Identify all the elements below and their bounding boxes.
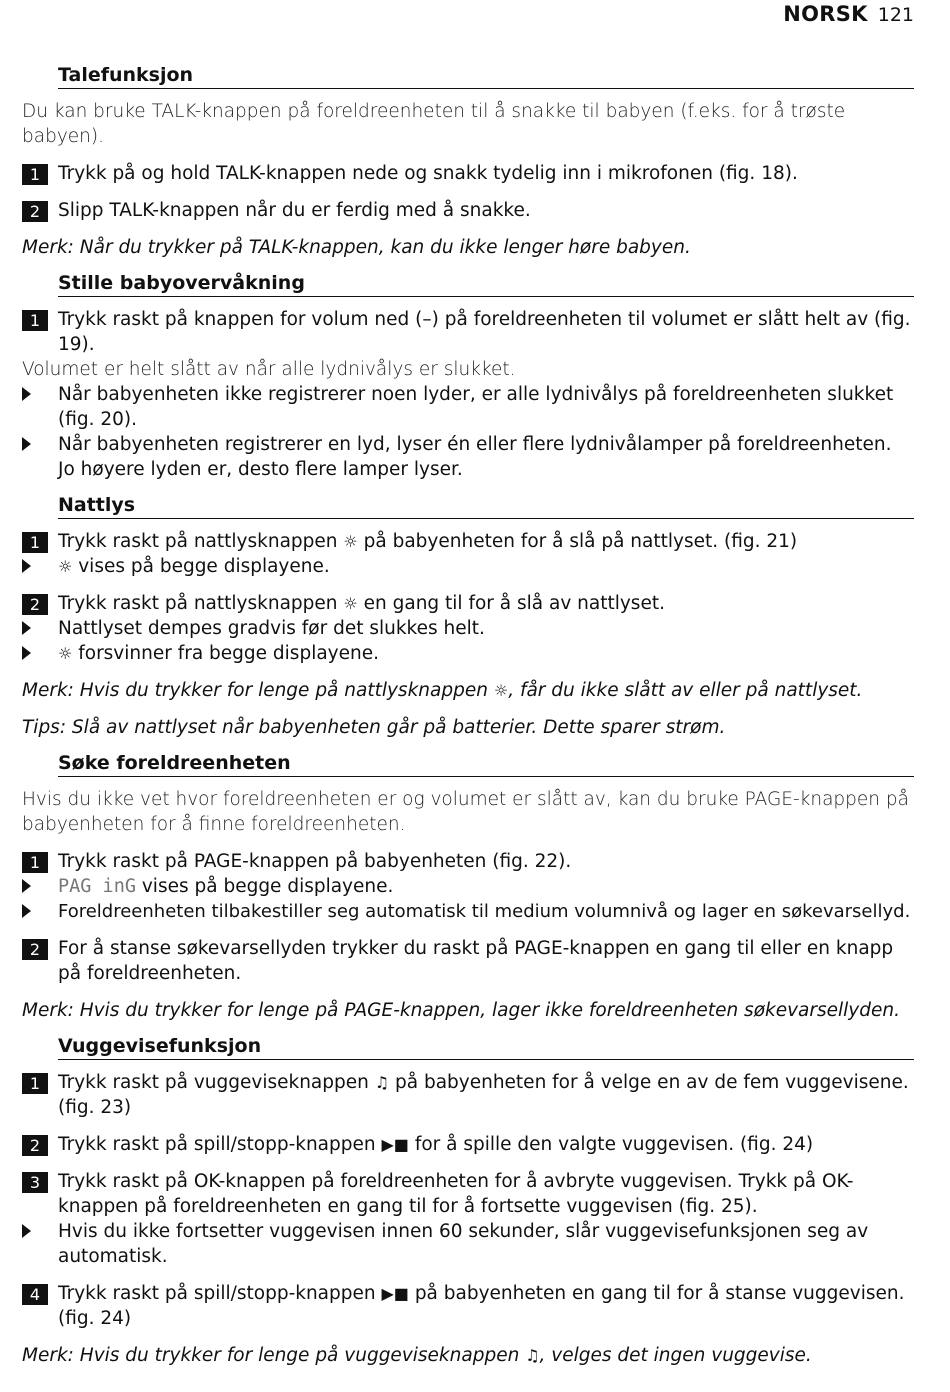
play-stop-icon: ▶■ [381, 1135, 409, 1154]
step-number: 2 [22, 1135, 48, 1156]
step-text: Trykk raskt på nattlysknappen [58, 593, 338, 614]
section-title-nightlight: Nattlys [58, 494, 914, 519]
nightlight-bullet-3 [22, 641, 914, 666]
note-text: Merk: Hvis du trykker for lenge på vuggeviseknappen [22, 1345, 520, 1366]
sun-icon: ☼ [58, 644, 73, 663]
silent-bullet-2 [22, 432, 914, 482]
triangle-bullet-icon [22, 904, 31, 918]
silent-step-1 [22, 307, 914, 357]
triangle-bullet-icon [22, 387, 31, 401]
sun-icon: ☼ [343, 594, 358, 613]
silent-info: Volumet er helt slått av når alle lydnivålys er slukket. [22, 359, 516, 380]
nightlight-step-2 [22, 591, 914, 616]
step-text: på babyenheten for å slå på nattlyset. (fig. 21) [363, 531, 798, 552]
page-intro: Hvis du ikke vet hvor foreldreenheten er og volumet er slått av, kan du bruke PAGE-knappen på babyenheten for å finne foreldreenheten. [22, 789, 909, 835]
talk-step-1 [22, 161, 914, 186]
step-text: Trykk raskt på spill/stopp-knappen [58, 1134, 376, 1155]
talk-note: Merk: Når du trykker på TALK-knappen, kan du ikke lenger høre babyen. [22, 237, 691, 258]
talk-step-2 [22, 198, 914, 223]
step-number: 2 [22, 201, 48, 222]
triangle-bullet-icon [22, 879, 31, 893]
page-header [783, 2, 914, 28]
note-text: , får du ikke slått av eller på nattlyset. [508, 680, 863, 701]
nightlight-note [22, 678, 914, 703]
sun-icon: ☼ [493, 681, 509, 700]
step-text: For å stanse søkevarsellyden trykker du raskt på PAGE-knappen en gang til eller en knapp på foreldreenheten. [58, 938, 894, 984]
music-note-icon: ♫ [374, 1073, 390, 1092]
nightlight-bullet-1 [22, 554, 914, 579]
sun-icon: ☼ [343, 532, 358, 551]
manual-content [22, 64, 914, 1380]
step-text: Trykk raskt på spill/stopp-knappen [58, 1283, 376, 1304]
silent-bullet-1 [22, 382, 914, 432]
step-number: 1 [22, 310, 48, 331]
step-text: på babyenheten for å velge en av de fem vuggevisene. (fig. 23) [58, 1072, 909, 1118]
lullaby-bullet-1 [22, 1219, 914, 1269]
nightlight-bullet-2 [22, 616, 914, 641]
talk-intro: Du kan bruke TALK-knappen på foreldreenheten til å snakke til babyen (f.eks. for å trøste babyen). [22, 101, 846, 147]
bullet-text: Nattlyset dempes gradvis før det slukkes helt. [58, 618, 485, 639]
lullaby-step-4 [22, 1281, 914, 1331]
step-text: på babyenheten en gang til for å stanse vuggevisen. (fig. 24) [58, 1283, 905, 1329]
bullet-text: Når babyenheten registrerer en lyd, lyser én eller flere lydnivålamper på foreldreenheten. Jo høyere lyden er, desto flere lamper lyser. [58, 434, 892, 480]
lullaby-step-2 [22, 1132, 914, 1157]
triangle-bullet-icon [22, 1224, 31, 1238]
lcd-display-text: PAG inG [58, 876, 136, 897]
play-stop-icon: ▶■ [381, 1284, 409, 1303]
step-number: 3 [22, 1172, 48, 1193]
page-bullet-2 [22, 899, 914, 924]
triangle-bullet-icon [22, 621, 31, 635]
step-number: 1 [22, 852, 48, 873]
music-note-icon: ♫ [525, 1346, 540, 1365]
triangle-bullet-icon [22, 437, 31, 451]
page-step-2 [22, 936, 914, 986]
lullaby-step-1 [22, 1070, 914, 1120]
section-title-talk: Talefunksjon [58, 64, 914, 89]
step-number: 2 [22, 939, 48, 960]
step-number: 1 [22, 532, 48, 553]
sun-icon: ☼ [58, 557, 73, 576]
nightlight-tips: Tips: Slå av nattlyset når babyenheten går på batterier. Dette sparer strøm. [22, 717, 726, 738]
bullet-text: forsvinner fra begge displayene. [78, 643, 379, 664]
step-number: 2 [22, 594, 48, 615]
page-step-1 [22, 849, 914, 874]
step-text: en gang til for å slå av nattlyset. [363, 593, 665, 614]
lullaby-note [22, 1343, 914, 1368]
note-text: , velges det ingen vuggevise. [539, 1345, 812, 1366]
step-text: for å spille den valgte vuggevisen. (fig. 24) [414, 1134, 814, 1155]
step-number: 1 [22, 1073, 48, 1094]
step-text: Trykk raskt på nattlysknappen [58, 531, 338, 552]
step-text: Trykk raskt på knappen for volum ned (–) på foreldreenheten til volumet er slått helt av (fig. 19). [58, 309, 911, 355]
section-title-silent: Stille babyovervåkning [58, 272, 914, 297]
page-bullet-1 [22, 874, 914, 899]
bullet-text: Hvis du ikke fortsetter vuggevisen innen 60 sekunder, slår vuggevisefunksjonen seg av automatisk. [58, 1221, 869, 1267]
step-text: Trykk på og hold TALK-knappen nede og snakk tydelig inn i mikrofonen (fig. 18). [58, 163, 798, 184]
bullet-text: vises på begge displayene. [78, 556, 330, 577]
step-text: Trykk raskt på PAGE-knappen på babyenheten (fig. 22). [58, 851, 572, 872]
section-title-page: Søke foreldreenheten [58, 752, 914, 777]
nightlight-step-1 [22, 529, 914, 554]
triangle-bullet-icon [22, 559, 31, 573]
note-text: Merk: Hvis du trykker for lenge på nattlysknappen [22, 680, 488, 701]
step-text: Slipp TALK-knappen når du er ferdig med å snakke. [58, 200, 531, 221]
step-number: 1 [22, 164, 48, 185]
section-title-lullaby: Vuggevisefunksjon [58, 1035, 914, 1060]
step-text: Trykk raskt på vuggeviseknappen [58, 1072, 369, 1093]
page-number: 121 [877, 4, 914, 26]
bullet-text: vises på begge displayene. [141, 876, 394, 897]
bullet-text: Når babyenheten ikke registrerer noen lyder, er alle lydnivålys på foreldreenheten slukket (fig. 20). [58, 384, 894, 430]
bullet-text: Foreldreenheten tilbakestiller seg automatisk til medium volumnivå og lager en søkevarsellyd. [58, 901, 911, 922]
triangle-bullet-icon [22, 646, 31, 660]
step-number: 4 [22, 1284, 48, 1305]
language-label: NORSK [783, 2, 868, 26]
page-note: Merk: Hvis du trykker for lenge på PAGE-knappen, lager ikke foreldreenheten søkevarsellyden. [22, 1000, 900, 1021]
lullaby-step-3 [22, 1169, 914, 1219]
step-text: Trykk raskt på OK-knappen på foreldreenheten for å avbryte vuggevisen. Trykk på OK-knappen på foreldreenheten en gang til for å fortsette vuggevisen (fig. 25). [58, 1171, 854, 1217]
